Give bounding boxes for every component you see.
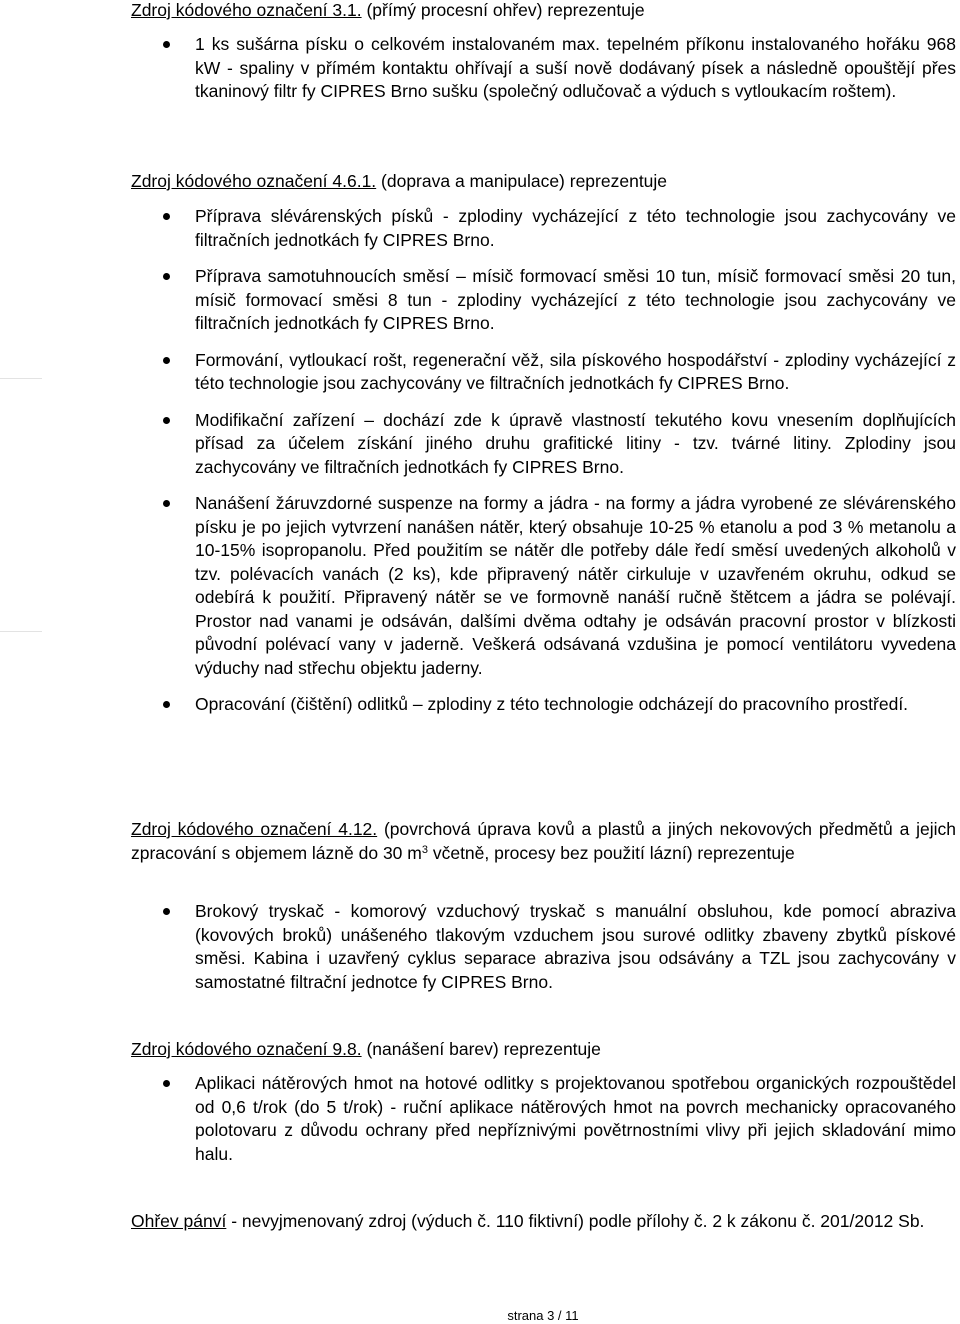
source-code-link: Zdroj kódového označení 3.1. — [131, 0, 362, 20]
bullet-icon — [163, 417, 170, 424]
source-code-link: Zdroj kódového označení 9.8. — [131, 1039, 362, 1059]
list-item — [0, 900, 960, 994]
source-code-link: Zdroj kódového označení 4.6.1. — [131, 171, 377, 191]
bullet-icon — [163, 500, 170, 507]
section-3-1-list — [0, 33, 960, 104]
bullet-icon — [163, 701, 170, 708]
bullet-icon — [163, 41, 170, 48]
bullet-icon — [163, 1080, 170, 1087]
list-item-text: Příprava slévárenských písků - zplodiny vycházející z této technologie jsou zachycovány ve filtračních jednotkách fy CIPRES Brno. — [195, 206, 956, 250]
margin-mark — [0, 631, 42, 632]
section-4-12-list — [0, 900, 960, 994]
bullet-icon — [163, 273, 170, 280]
section-description: (nanášení barev) reprezentuje — [361, 1039, 601, 1059]
section-description: (přímý procesní ohřev) reprezentuje — [361, 0, 645, 20]
page-footer — [0, 1308, 960, 1324]
ladle-heating-label: Ohřev pánví — [131, 1211, 227, 1231]
section-4-6-1-list — [0, 205, 960, 717]
section-description: (povrchová úprava kovů a plastů a jiných nekovových předmětů a jejich zpracování s objemem lázně do 30 m — [131, 819, 956, 863]
list-item-text: Aplikaci nátěrových hmot na hotové odlitky s projektovanou spotřebou organických rozpouštědel od 0,6 t/rok (do 5 t/rok) - ruční aplikace nátěrových hmot na povrch mechanicky opracovaného polotovaru z důvodu ochrany před nepříznivými povětrnostními vlivy při jejich skladování mimo halu. — [195, 1073, 956, 1164]
list-item-text: 1 ks sušárna písku o celkovém instalovaném max. tepelném příkonu instalovaného hořáku 968 kW - spaliny v přímém kontaktu ohřívají a suší nově dodávaný písek a následně opouštějí přes tkaninový filtr fy CIPRES Brno sušku (společný odlučovač a výduch s vytloukacím roštem). — [195, 34, 956, 101]
list-item — [0, 693, 960, 717]
page-number: strana 3 / 11 — [507, 1308, 579, 1323]
section-description: (doprava a manipulace) reprezentuje — [376, 171, 668, 191]
bullet-icon — [163, 908, 170, 915]
list-item-text: Modifikační zařízení – dochází zde k úpravě vlastností tekutého kovu vnesením doplňujících přísad za účelem získání jiného druhu grafitické litiny - tzv. tvárné litiny. Zplodiny jsou zachycovány ve filtračních jednotkách fy CIPRES Brno. — [195, 409, 956, 477]
list-item-text: Nanášení žáruvzdorné suspenze na formy a jádra - na formy a jádra vyrobené ze slévárenského písku je po jejich vytvrzení nanášen nátěr, který obsahuje 10-25 % etanolu a pod 3 % metanolu a 10-15% isopropanolu. Před použitím se nátěr dle potřeby dále ředí směsí uvedených alkoholů v tzv. polévacích vanách (2 ks), kde připravený nátěr cirkuluje v uzavřeném okruhu, odkud se odebírá k použití. Připravený nátěr se ve formovně nanáší ručně štětcem a jádra se polévají. Prostor nad vanami je odsáván, dalšími dvěma odtahy je odsáván pracovní prostor v blízkosti původní polévací vany v jaderně. Veškerá odsávaná vzdušina je pomocí ventilátoru vyvedena výduchy nad střechu objektu jaderny. — [195, 493, 956, 678]
superscript: 3 — [421, 843, 428, 856]
bullet-icon — [163, 213, 170, 220]
list-item — [0, 1072, 960, 1166]
section-description-end: včetně, procesy bez použití lázní) reprezentuje — [427, 842, 795, 863]
section-3-1-heading — [131, 0, 956, 23]
list-item-text: Formování, vytloukací rošt, regenerační věž, sila pískového hospodářství - zplodiny vycházející z této technologie jsou zachycovány ve filtračních jednotkách fy CIPRES Brno. — [195, 349, 956, 393]
section-9-8-heading — [131, 1038, 956, 1062]
ladle-heating-description: - nevyjmenovaný zdroj (výduch č. 110 fiktivní) podle přílohy č. 2 k zákonu č. 201/2012 Sb. — [226, 1211, 925, 1231]
section-4-6-1-heading — [131, 170, 956, 194]
list-item — [0, 409, 960, 480]
list-item — [0, 33, 960, 104]
section-9-8-list — [0, 1072, 960, 1166]
list-item — [0, 265, 960, 336]
source-code-link: Zdroj kódového označení 4.12. — [131, 819, 378, 839]
list-item — [0, 492, 960, 680]
list-item — [0, 349, 960, 396]
bullet-icon — [163, 357, 170, 364]
ladle-heating-paragraph — [131, 1210, 956, 1234]
list-item-text: Příprava samotuhnoucích směsí – mísič formovací směsi 10 tun, mísič formovací směsi 20 tun, mísič formovací směsi 8 tun - zplodiny vycházející z této technologie jsou zachycovány ve filtračních jednotkách fy CIPRES Brno. — [195, 266, 956, 333]
list-item-text: Brokový tryskač - komorový vzduchový tryskač s manuální obsluhou, kde pomocí abraziva (kovových broků) unášeného tlakovým vzduchem jsou surové odlitky zbaveny zbytků pískové směsi. Kabina i uzavřený cyklus separace abraziva jsou odsávány a TZL jsou zachycovány v samostatné filtrační jednotce fy CIPRES Brno. — [195, 901, 956, 992]
margin-mark — [0, 378, 42, 379]
list-item — [0, 205, 960, 252]
list-item-text: Opracování (čištění) odlitků – zplodiny z této technologie odcházejí do pracovního prostředí. — [195, 694, 909, 714]
section-4-12-heading — [131, 818, 956, 865]
